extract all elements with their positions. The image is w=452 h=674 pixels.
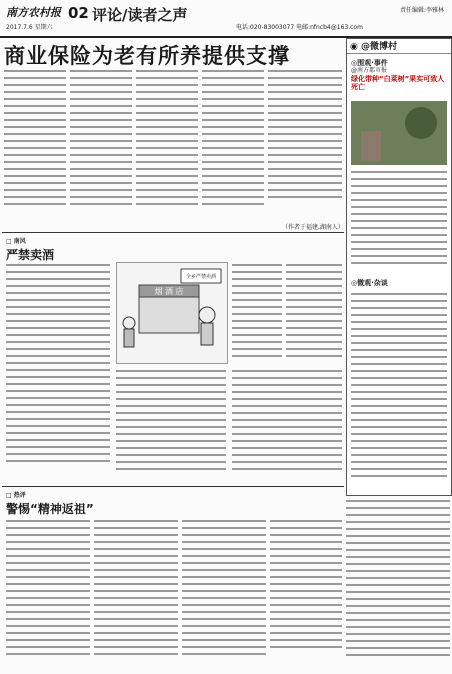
article-column [268,70,342,220]
divider [2,232,344,233]
article-column [116,370,226,480]
article-column [6,264,110,484]
issue-date: 2017.7.6 星期六 [6,24,53,31]
column-tag: □ 热评 [6,492,26,499]
weibo-text [351,171,447,271]
weibo-item-title: 绿化带种“白菜树”果实可致人死亡 [351,75,445,91]
article-column [346,500,450,668]
section-title: 评论/读者之声 [92,6,188,24]
article-column [202,70,264,220]
cartoon-illustration [116,262,228,364]
article-column [232,370,342,480]
section-number: 02 [68,4,89,22]
ban-sign-text: 全乡严禁卖酒 [185,274,217,280]
newspaper-logo: 南方农村报 [6,6,61,19]
article-column [4,70,66,220]
weibo-topic [351,59,447,91]
weibo-title: @微博村 [361,42,398,52]
article-column [94,520,178,668]
weibo-header [347,39,451,54]
page-header [0,0,452,38]
article-column [136,70,198,220]
weibo-icon: ◉ [350,42,358,52]
article-column [270,520,342,668]
divider [2,486,344,487]
editor-credit: 责任编辑:李雅林 [399,7,444,14]
article-column [286,264,342,364]
column-title: 警惕“精神返祖” [6,502,94,516]
shop-sign-text: 烟 酒 店 [154,287,184,296]
weibo-item-source: @南方都市报 [351,67,388,74]
article-column [232,264,282,364]
contact-info: 电话:020-83003077 电邮:nfncb4@163.com [236,24,363,31]
weibo-sidebar [346,38,452,496]
weibo-topic-label: ◎围观·事件 [351,59,388,67]
column-tag: □ 南风 [6,238,26,245]
article-column [70,70,132,220]
article-column [6,520,90,668]
article-byline: （作者于福建,湖南人） [282,224,344,231]
article-column [182,520,266,668]
weibo-section2-label: ◎微观·杂谈 [351,279,388,287]
main-headline: 商业保险为老有所养提供支撑 [4,44,290,68]
weibo-text [351,293,447,489]
weibo-photo [351,101,447,165]
column-title: 严禁卖酒 [6,248,55,262]
